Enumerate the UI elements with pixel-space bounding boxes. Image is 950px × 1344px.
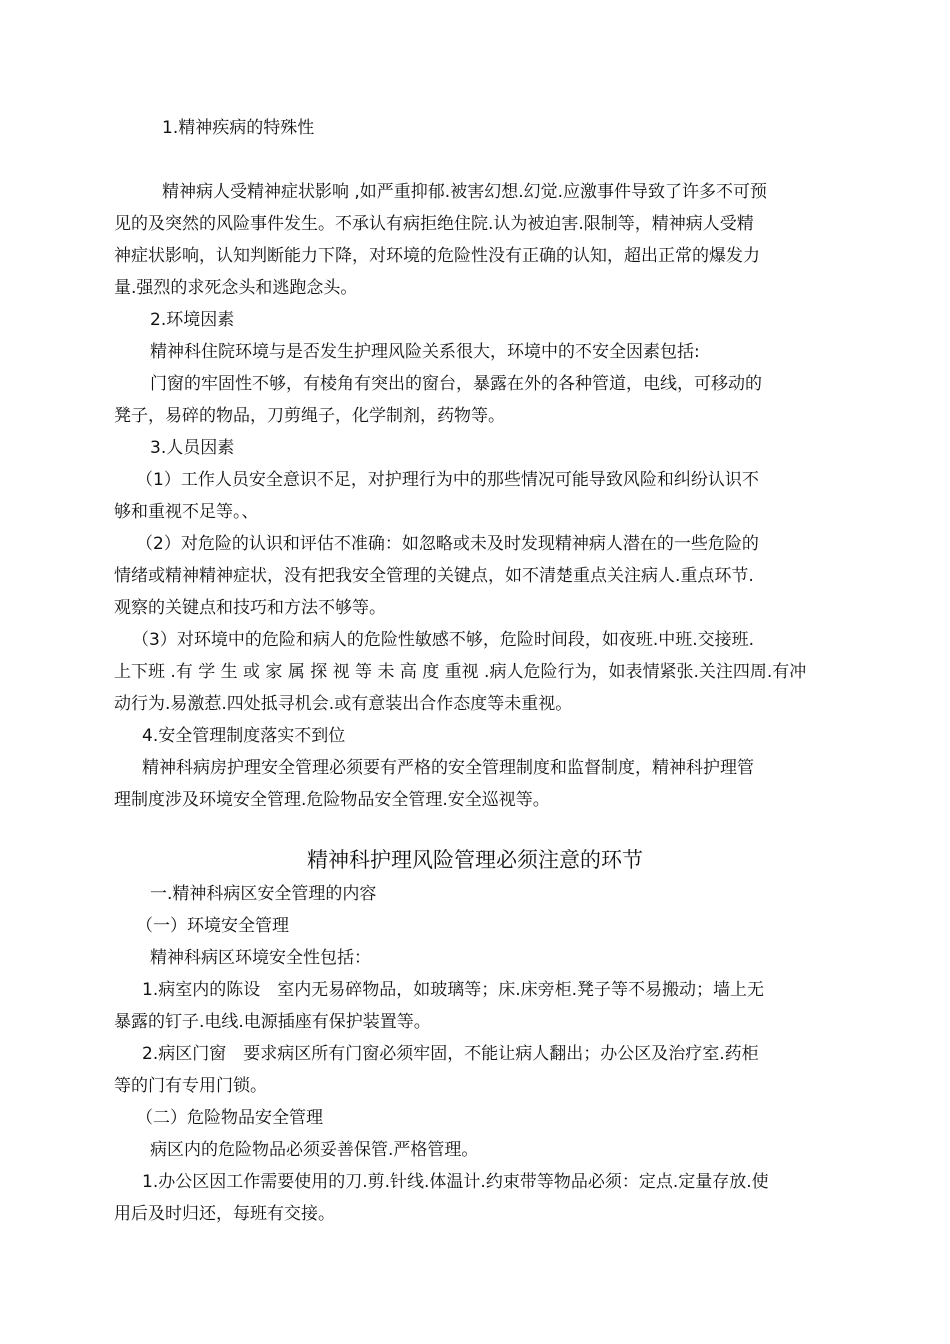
paragraph-line: 量.强烈的求死念头和逃跑念头。	[114, 278, 358, 298]
list-item-line: （2）对危险的认识和评估不准确：如忽略或未及时发现精神病人潜在的一些危险的	[136, 534, 759, 554]
section-heading: 4.安全管理制度落实不到位	[142, 726, 346, 746]
section-heading: 2.环境因素	[150, 310, 235, 330]
paragraph-line: 见的及突然的风险事件发生。不承认有病拒绝住院.认为被迫害.限制等，精神病人受精	[114, 214, 754, 234]
list-item-line: 动行为.易激惹.四处抵寻机会.或有意装出合作态度等未重视。	[114, 694, 573, 714]
subsection-heading: （一）环境安全管理	[136, 916, 289, 936]
section-heading: 3.人员因素	[150, 438, 235, 458]
paragraph-line: 精神科病区环境安全性包括：	[150, 948, 371, 968]
page-title: 精神科护理风险管理必须注意的环节	[307, 848, 643, 872]
paragraph-line: 精神病人受精神症状影响 ,如严重抑郁.被害幻想.幻觉.应激事件导致了许多不可预	[162, 182, 768, 202]
paragraph-line: 门窗的牢固性不够，有棱角有突出的窗台，暴露在外的各种管道，电线，可移动的	[150, 374, 762, 394]
list-item-line: 等的门有专用门锁。	[114, 1076, 267, 1096]
list-item-line: 够和重视不足等。、	[114, 502, 259, 522]
paragraph-line: 精神科住院环境与是否发生护理风险关系很大，环境中的不安全因素包括:	[150, 342, 700, 362]
section-heading: 一.精神科病区安全管理的内容	[150, 884, 377, 904]
list-item-line: 暴露的钉子.电线.电源插座有保护装置等。	[114, 1012, 431, 1032]
subsection-heading: （二）危险物品安全管理	[136, 1108, 323, 1128]
list-item-line: 情绪或精神精神症状，没有把我安全管理的关键点，如不清楚重点关注病人.重点环节.	[114, 566, 754, 586]
list-item-line: 2.病区门窗 要求病区所有门窗必须牢固，不能让病人翻出；办公区及治疗室.药柜	[142, 1044, 759, 1064]
list-item-line: 用后及时归还，每班有交接。	[114, 1204, 335, 1224]
list-item-line: （1）工作人员安全意识不足，对护理行为中的那些情况可能导致风险和纠纷认识不	[136, 470, 759, 490]
paragraph-line: 病区内的危险物品必须妥善保管.严格管理。	[150, 1140, 479, 1160]
paragraph-line: 理制度涉及环境安全管理.危险物品安全管理.安全巡视等。	[114, 790, 550, 810]
list-item-line: 上下班 .有 学 生 或 家 属 探 视 等 未 高 度 重视 .病人危险行为，如表情紧张.关注四周.有冲	[114, 662, 807, 682]
paragraph-line: 凳子，易碎的物品，刀剪绳子，化学制剂，药物等。	[114, 406, 505, 426]
paragraph-line: 精神科病房护理安全管理必须要有严格的安全管理制度和监督制度，精神科护理管	[142, 758, 754, 778]
list-item-line: 1.办公区因工作需要使用的刀.剪.针线.体温计.约束带等物品必须：定点.定量存放.使	[142, 1172, 769, 1192]
list-item-line: 1.病室内的陈设 室内无易碎物品，如玻璃等；床.床旁柜.凳子等不易搬动；墙上无	[142, 980, 765, 1000]
paragraph-line: 神症状影响，认知判断能力下降，对环境的危险性没有正确的认知，超出正常的爆发力	[114, 246, 760, 266]
list-item-line: （3）对环境中的危险和病人的危险性敏感不够，危险时间段，如夜班.中班.交接班.	[132, 630, 755, 650]
list-item-line: 观察的关键点和技巧和方法不够等。	[114, 598, 386, 618]
section-heading: 1.精神疾病的特殊性	[162, 118, 315, 138]
